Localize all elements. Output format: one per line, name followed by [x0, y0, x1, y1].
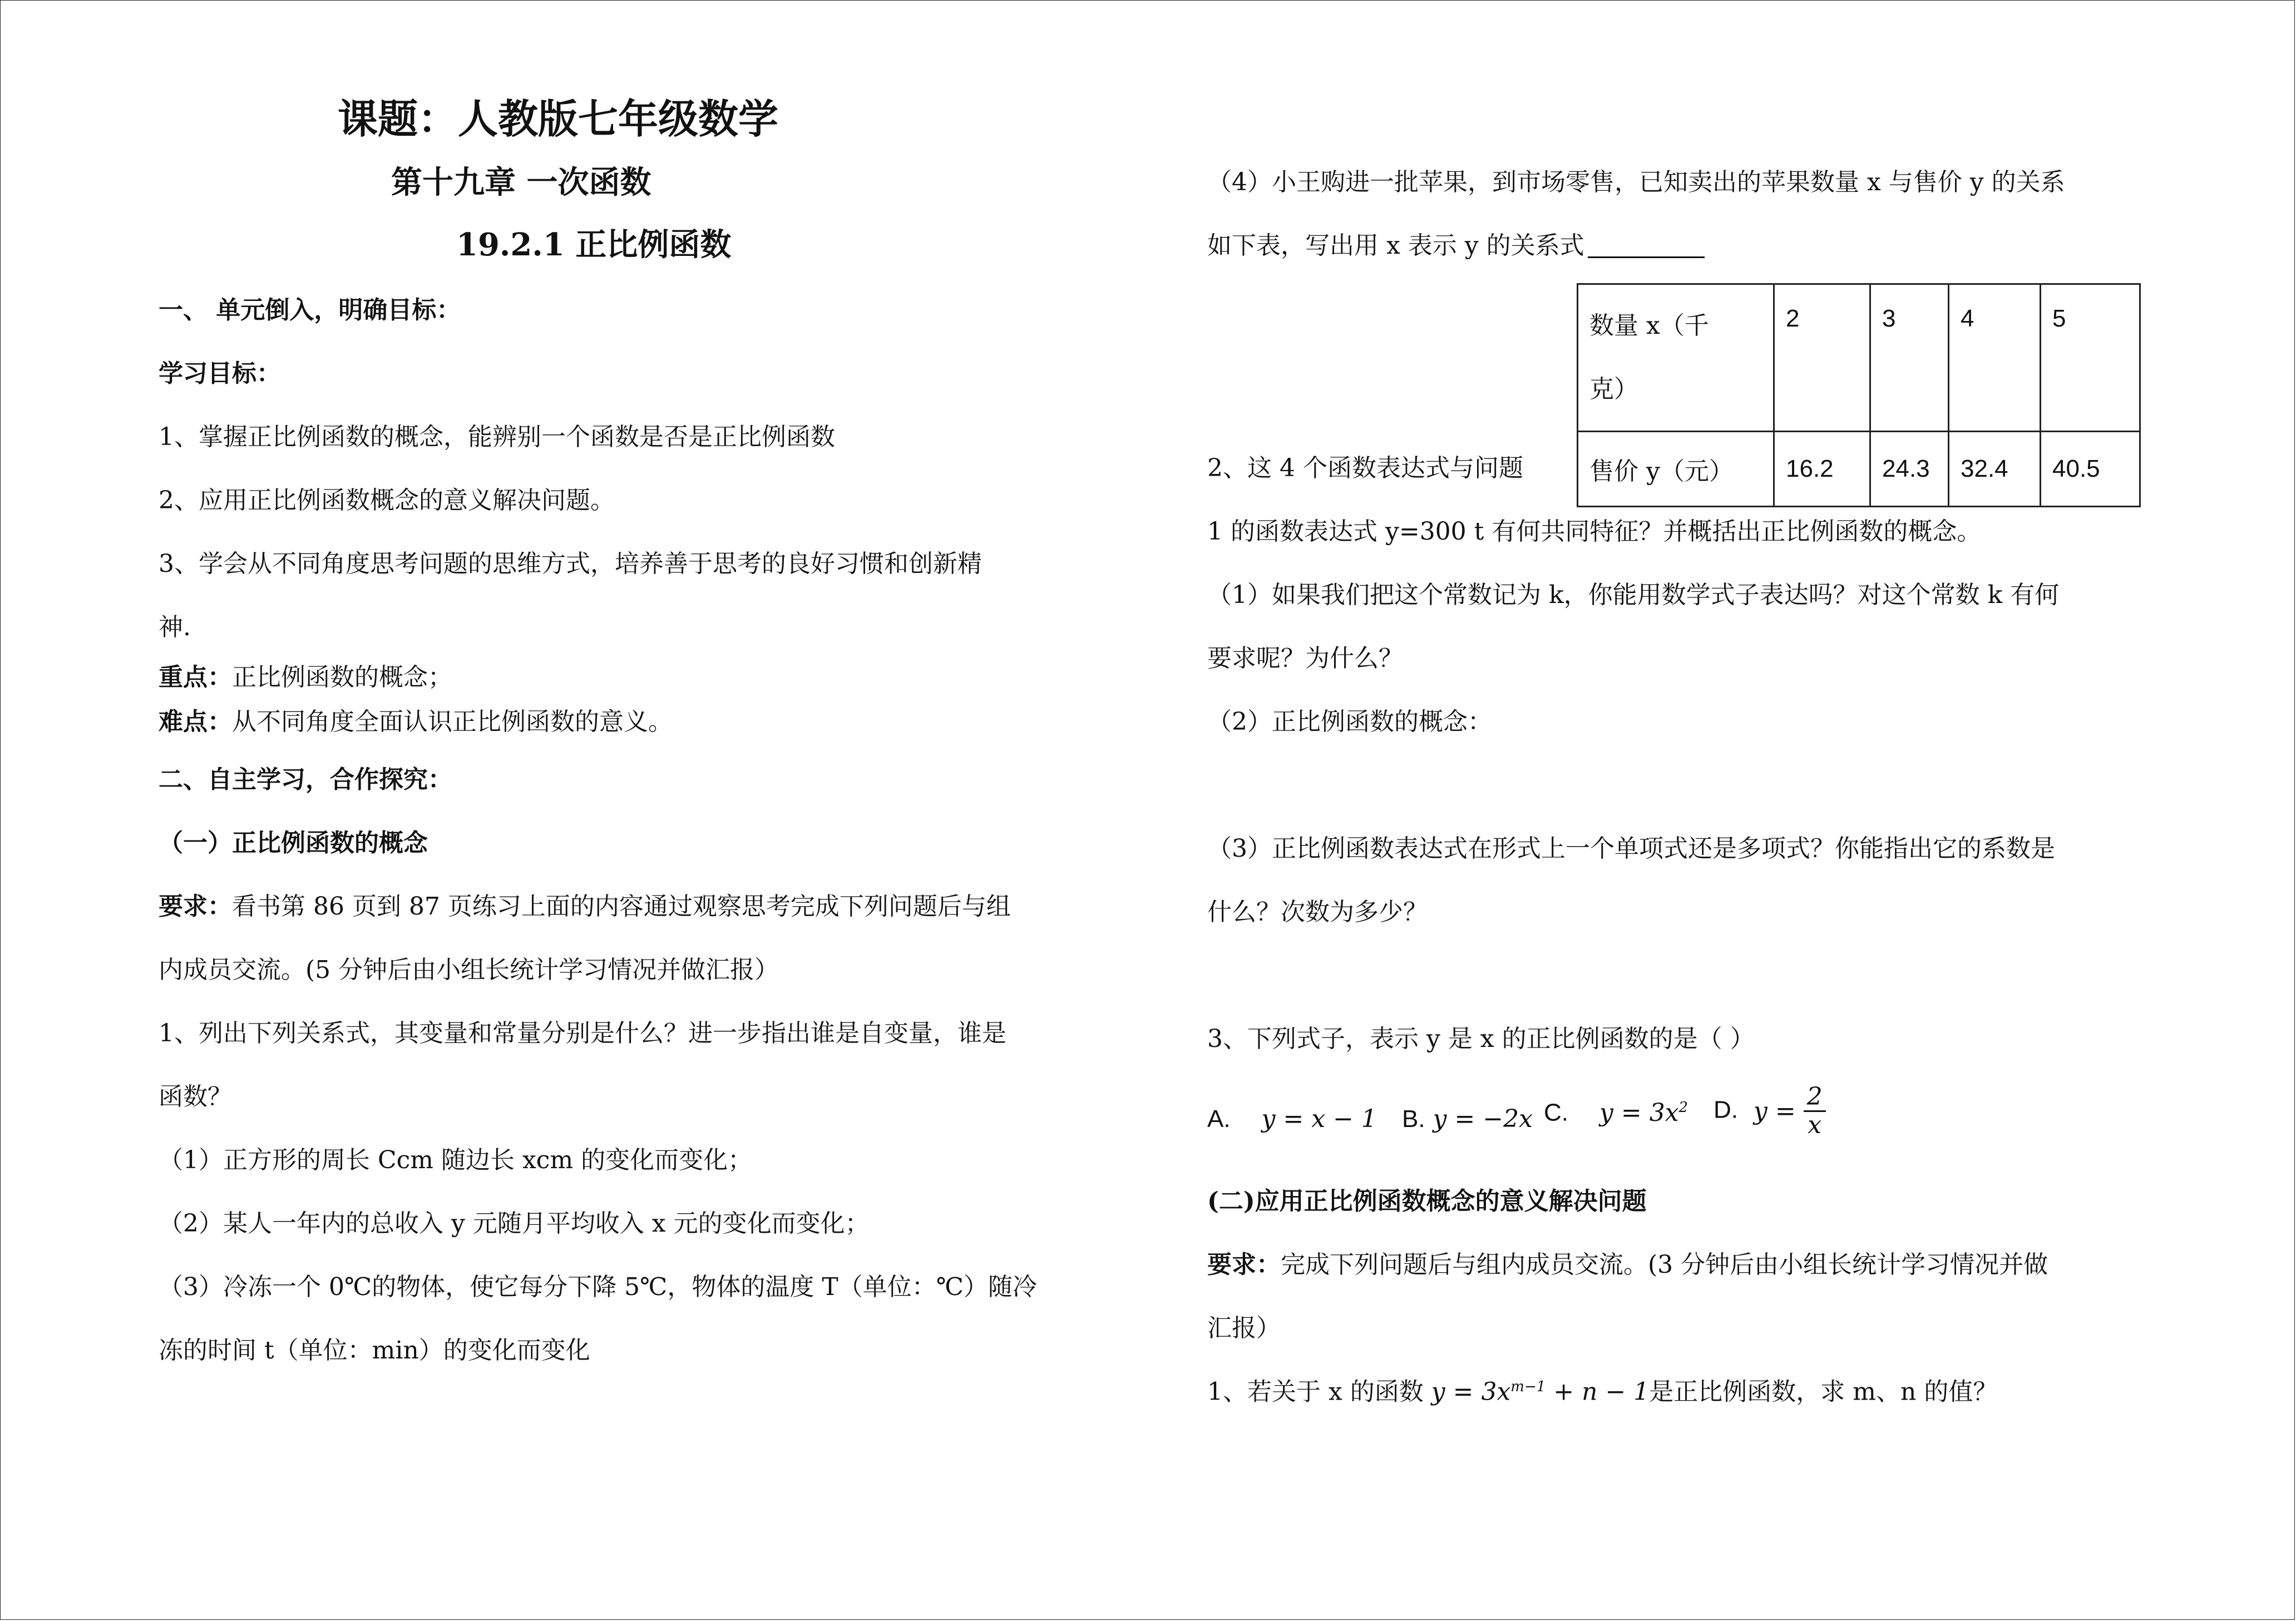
option-c: [1544, 1100, 1688, 1125]
price-table: [1577, 283, 2141, 507]
table-cell-quantity-label: [1578, 284, 1774, 432]
option-d-fraction: [1804, 1084, 1826, 1139]
question-1-cont: 函数？: [159, 1083, 232, 1111]
option-a: [1207, 1107, 1377, 1131]
requirement-cont: 内成员交流。(5 分钟后由小组长统计学习情况并做汇报）: [159, 956, 779, 984]
section-heading-1: 一、 单元倒入，明确目标：: [159, 296, 461, 324]
goals-label: 学习目标：: [159, 359, 281, 388]
option-d: [1714, 1084, 1826, 1139]
option-a-formula: y = x − 1: [1261, 1105, 1377, 1133]
problem-1-formula-tail: + n − 1: [1546, 1377, 1650, 1406]
problem-1-formula: y = 3x: [1431, 1377, 1511, 1406]
option-b: [1402, 1107, 1533, 1131]
problem-1-exponent: m−1: [1510, 1378, 1546, 1395]
table-cell: 2: [1774, 284, 1870, 432]
question-1-3: （3）冷冻一个 0℃的物体，使它每分下降 5℃，物体的温度 T（单位：℃）随冷: [159, 1273, 1037, 1301]
difficulty-text: 从不同角度全面认识正比例函数的意义。: [232, 708, 673, 736]
fraction-numerator: 2: [1804, 1084, 1826, 1112]
option-b-formula: y = −2x: [1433, 1105, 1533, 1133]
table-cell: 4: [1949, 284, 2041, 432]
requirement-2-text: 完成下列问题后与组内成员交流。(3 分钟后由小组长统计学习情况并做: [1281, 1251, 2048, 1279]
problem-1: [1207, 1377, 1998, 1406]
option-d-label: D.: [1714, 1096, 1738, 1124]
requirement-2-cont: 汇报）: [1207, 1314, 1281, 1342]
requirement: [159, 894, 1011, 919]
key-point-label: 重点：: [159, 663, 232, 691]
section-title: 19.2.1 正比例函数: [456, 226, 732, 263]
problem-1-prefix: 1、若关于 x 的函数: [1207, 1377, 1424, 1406]
question-3: 3、下列式子，表示 y 是 x 的正比例函数的是（ ）: [1207, 1025, 1755, 1053]
goal-3: 3、学会从不同角度思考问题的思维方式，培养善于思考的良好习惯和创新精: [159, 550, 982, 578]
option-b-label: B.: [1402, 1105, 1425, 1133]
table-row: [1578, 284, 2140, 432]
goal-1: 1、掌握正比例函数的概念，能辨别一个函数是否是正比例函数: [159, 423, 835, 451]
question-2-1-cont: 要求呢？为什么？: [1207, 644, 1403, 673]
question-1-4: （4）小王购进一批苹果，到市场零售，已知卖出的苹果数量 x 与售价 y 的关系: [1207, 168, 2065, 196]
question-2-cont: 1 的函数表达式 y=300 t 有何共同特征？并概括出正比例函数的概念。: [1207, 517, 1982, 546]
question-2: 2、这 4 个函数表达式与问题: [1207, 454, 1523, 482]
question-2-3-cont: 什么？次数为多少？: [1207, 898, 1428, 926]
table-cell: 5: [2041, 284, 2140, 432]
difficulty: [159, 710, 673, 734]
quantity-label: 数量 x（千: [1589, 311, 1709, 340]
option-c-exponent: 2: [1678, 1099, 1688, 1116]
table-cell: 16.2: [1774, 432, 1870, 507]
option-c-formula: y = 3x: [1599, 1098, 1679, 1127]
requirement-label: 要求：: [159, 892, 232, 921]
requirement-2-label: 要求：: [1207, 1251, 1281, 1279]
chapter-title: 第十九章 一次函数: [391, 164, 651, 201]
question-2-2: （2）正比例函数的概念：: [1207, 708, 1492, 736]
table-cell-price-label: 售价 y（元）: [1578, 432, 1774, 507]
page-title: 课题：人教版七年级数学: [338, 95, 779, 142]
goal-3-cont: 神.: [159, 613, 191, 641]
key-point: [159, 665, 452, 690]
question-1-1: （1）正方形的周长 Ccm 随边长 xcm 的变化而变化；: [159, 1146, 753, 1174]
question-2-1: （1）如果我们把这个常数记为 k，你能用数学式子表达吗？对这个常数 k 有何: [1207, 581, 2060, 609]
subsection-1: （一）正比例函数的概念: [159, 829, 428, 857]
problem-1-suffix: 是正比例函数，求 m、n 的值？: [1649, 1377, 1998, 1406]
answer-blank: [1588, 234, 1705, 258]
question-1-4-text: 如下表，写出用 x 表示 y 的关系式: [1207, 231, 1584, 260]
table-cell: 32.4: [1949, 432, 2041, 507]
requirement-text: 看书第 86 页到 87 页练习上面的内容通过观察思考完成下列问题后与组: [232, 892, 1011, 921]
table-cell: 40.5: [2041, 432, 2140, 507]
question-1: 1、列出下列关系式，其变量和常量分别是什么？进一步指出谁是自变量，谁是: [159, 1019, 1006, 1047]
fraction-denominator: x: [1808, 1111, 1822, 1140]
quantity-label-cont: 克）: [1589, 375, 1638, 403]
requirement-2: [1207, 1253, 2048, 1277]
question-1-3-cont: 冻的时间 t（单位：min）的变化而变化: [159, 1336, 590, 1365]
question-1-2: （2）某人一年内的总收入 y 元随月平均收入 x 元的变化而变化；: [159, 1209, 870, 1238]
subsection-2: (二)应用正比例函数概念的意义解决问题: [1207, 1187, 1647, 1215]
goal-2: 2、应用正比例函数概念的意义解决问题。: [159, 486, 615, 515]
option-a-label: A.: [1207, 1105, 1231, 1133]
table-cell: 24.3: [1870, 432, 1949, 507]
option-c-label: C.: [1544, 1099, 1568, 1126]
table-cell: 3: [1870, 284, 1949, 432]
question-2-3: （3）正比例函数表达式在形式上一个单项式还是多项式？你能指出它的系数是: [1207, 834, 2055, 863]
option-d-lhs: y =: [1754, 1096, 1796, 1125]
question-1-4-cont: [1207, 231, 1705, 260]
key-point-text: 正比例函数的概念；: [232, 663, 452, 691]
section-heading-2: 二、自主学习，合作探究：: [159, 765, 452, 794]
table-row: [1578, 432, 2140, 507]
difficulty-label: 难点：: [159, 708, 232, 736]
